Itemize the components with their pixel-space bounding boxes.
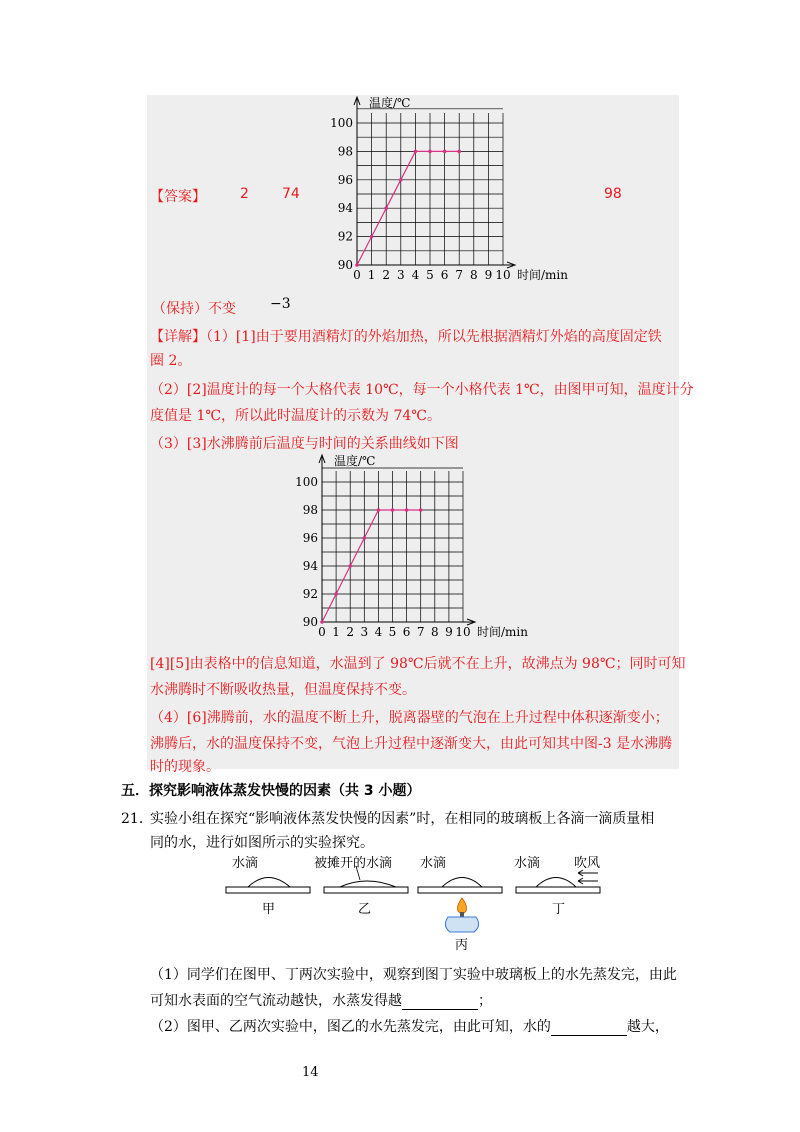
data-point: [334, 592, 338, 596]
water-drop-ding: [536, 878, 576, 888]
y-tick-label: 90: [337, 258, 353, 272]
x-tick-label: 6: [402, 625, 411, 639]
page-number: 14: [302, 1065, 319, 1080]
detail-p4a: [4][5]由表格中的信息知道，水温到了 98℃后就不在上升，故沸点为 98℃；同时可知: [150, 656, 686, 672]
question-line-1: 实验小组在探究“影响液体蒸发快慢的因素”时，在相同的玻璃板上各滴一滴质量相: [150, 811, 655, 827]
data-point: [405, 508, 409, 512]
plate-bing: [418, 887, 502, 893]
data-point: [320, 620, 324, 624]
x-tick-label: 4: [411, 268, 420, 282]
detail-p3: （3）[3]水沸腾前后温度与时间的关系曲线如下图: [150, 436, 459, 452]
x-tick-label: 0: [353, 268, 361, 282]
answer-value-4: （保持）不变: [152, 301, 236, 317]
x-tick-label: 9: [484, 268, 493, 282]
data-point: [384, 206, 388, 210]
y-axis-label: 温度/℃: [369, 96, 411, 110]
answer-value-1: 2: [240, 186, 249, 202]
x-axis-label: 时间/min: [477, 625, 528, 639]
detail-p5b: 沸腾后，水的温度保持不变，气泡上升过程中逐渐变大，由此可知其中图-3 是水沸腾: [150, 736, 673, 752]
detail-tag: 【详解】: [150, 329, 206, 345]
x-tick-label: 10: [455, 625, 471, 639]
answer-tag: 【答案】: [150, 189, 206, 205]
data-point: [363, 536, 367, 540]
sub-question-1-end: ；: [478, 993, 492, 1009]
x-tick-label: 10: [495, 268, 511, 282]
y-tick-label: 92: [337, 229, 353, 244]
x-tick-label: 1: [332, 625, 340, 639]
x-tick-label: 4: [374, 625, 383, 639]
y-tick-label: 100: [295, 475, 318, 489]
label-yi: 乙: [358, 902, 372, 917]
x-tick-label: 1: [367, 268, 376, 282]
question-number: 21．: [121, 811, 153, 827]
water-drop-jia: [248, 878, 290, 888]
label-drop-ding: 水滴: [514, 856, 541, 871]
temperature-chart-2: [292, 452, 542, 644]
data-point: [377, 508, 381, 512]
y-tick-label: 96: [302, 531, 318, 545]
y-tick-label: 100: [330, 116, 353, 130]
label-ding: 丁: [552, 902, 566, 917]
answer-value-3: 98: [604, 186, 622, 202]
detail-p2a: （2）[2]温度计的每一个大格代表 10℃，每一个小格代表 1℃，由图甲可知，温度计分: [150, 382, 694, 398]
answer-blank-1[interactable]: [402, 995, 478, 1010]
x-tick-label: 8: [430, 625, 439, 639]
answer-value-2: 74: [282, 186, 300, 202]
detail-p5a: （4）[6]沸腾前，水的温度不断上升，脱离器壁的气泡在上升过程中体积逐渐变小；: [150, 710, 669, 726]
y-tick-label: 94: [302, 559, 318, 573]
data-point: [370, 235, 374, 239]
label-drop-jia: 水滴: [232, 856, 259, 871]
data-point: [457, 150, 461, 154]
x-tick-label: 5: [426, 268, 434, 282]
sub-question-2-line-1: [150, 1016, 669, 1036]
detail-p1b: 圈 2。: [150, 353, 192, 369]
y-tick-label: 98: [302, 503, 318, 517]
data-point: [414, 150, 418, 154]
y-tick-label: 92: [302, 587, 318, 601]
x-axis-label: 时间/min: [517, 268, 568, 282]
x-tick-label: 0: [318, 625, 326, 639]
section-title: 五．探究影响液体蒸发快慢的因素（共 3 小题）: [121, 783, 421, 799]
x-tick-label: 3: [396, 268, 405, 282]
y-tick-label: 94: [337, 201, 353, 216]
sub-question-1-line-2: [150, 990, 492, 1010]
answer-blank-2[interactable]: [551, 1021, 627, 1036]
data-point: [443, 150, 447, 154]
x-tick-label: 8: [469, 268, 478, 282]
detail-p2b: 度值是 1℃，所以此时温度计的示数为 74℃。: [150, 408, 441, 424]
data-point: [355, 263, 359, 267]
flame-icon: [458, 898, 467, 914]
water-drop-bing: [442, 878, 482, 888]
x-tick-label: 2: [346, 625, 355, 639]
question-line-2: 同的水，进行如图所示的实验探究。: [150, 835, 374, 851]
x-tick-label: 3: [360, 625, 369, 639]
y-tick-label: 96: [337, 172, 353, 187]
data-point: [419, 508, 423, 512]
x-tick-label: 9: [445, 625, 453, 639]
x-tick-label: 7: [455, 268, 464, 282]
data-point: [428, 150, 432, 154]
detail-p4b: 水沸腾时不断吸收热量，但温度保持不变。: [150, 682, 416, 698]
sub-question-1-line-1: （1）同学们在图甲、丁两次实验中，观察到图丁实验中玻璃板上的水先蒸发完，由此: [150, 967, 677, 983]
x-tick-label: 6: [440, 268, 449, 282]
x-tick-label: 5: [388, 625, 397, 639]
detail-line-1: [150, 327, 662, 347]
y-tick-label: 90: [302, 615, 318, 629]
y-axis-label: 温度/℃: [334, 454, 376, 468]
detail-p1a: （1）[1]由于要用酒精灯的外焰加热，所以先根据酒精灯外焰的高度固定铁: [206, 329, 662, 345]
label-drop-bing: 水滴: [420, 856, 447, 871]
data-point: [399, 178, 403, 182]
detail-p5c: 时的现象。: [150, 759, 220, 775]
data-point: [348, 564, 352, 568]
plate-jia: [226, 887, 310, 893]
plate-ding: [516, 887, 600, 893]
x-tick-label: 7: [416, 625, 425, 639]
label-bing: 丙: [455, 938, 469, 953]
alcohol-burner-icon: [445, 917, 478, 932]
plate-yi: [324, 887, 408, 893]
burner-wick: [460, 912, 464, 917]
sub-question-2-text: （2）图甲、乙两次实验中，图乙的水先蒸发完，由此可知，水的: [150, 1019, 551, 1035]
sub-question-2-end: 越大，: [626, 1019, 669, 1035]
x-tick-label: 2: [382, 268, 391, 282]
data-point: [391, 508, 395, 512]
label-jia: 甲: [262, 902, 276, 917]
sub-question-1-text: 可知水表面的空气流动越快，水蒸发得越: [150, 993, 402, 1009]
answer-value-5: −3: [270, 296, 291, 312]
temperature-chart-1: [320, 92, 568, 288]
label-spread-drop: 被摊开的水滴: [314, 856, 393, 871]
water-drop-yi: [340, 881, 396, 887]
label-wind: 吹风: [574, 856, 601, 871]
y-tick-label: 98: [337, 144, 353, 159]
